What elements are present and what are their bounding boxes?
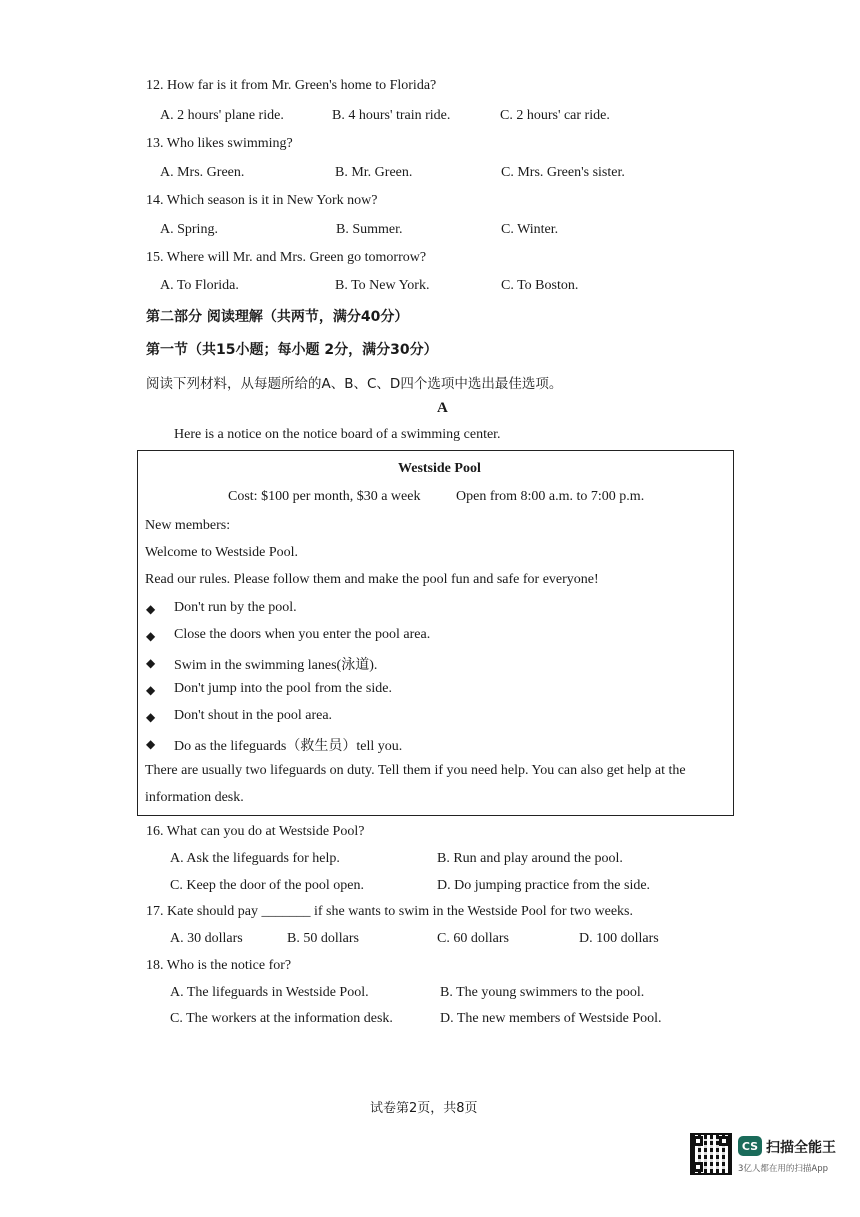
option-18-b: B. The young swimmers to the pool. bbox=[440, 985, 645, 1000]
qr-code-icon bbox=[690, 1133, 732, 1175]
page-number: 试卷第2页，共8页 bbox=[370, 1101, 478, 1116]
bullet-diamond-icon: ◆ bbox=[146, 602, 156, 616]
question-18: 18. Who is the notice for? bbox=[146, 958, 292, 973]
question-13: 13. Who likes swimming? bbox=[146, 136, 293, 151]
option-16-b: B. Run and play around the pool. bbox=[437, 851, 623, 866]
notice-hours: Open from 8:00 a.m. to 7:00 p.m. bbox=[456, 489, 645, 504]
rule-item: Do as the lifeguards（救生员）tell you. bbox=[174, 739, 403, 754]
camscanner-logo-icon: CS bbox=[738, 1136, 762, 1156]
section-subtitle: 第一节（共15小题；每小题 2分，满分30分） bbox=[146, 342, 438, 358]
option-17-a: A. 30 dollars bbox=[170, 931, 243, 946]
option-12-a: A. 2 hours' plane ride. bbox=[160, 108, 284, 123]
option-13-c: C. Mrs. Green's sister. bbox=[501, 165, 625, 180]
rule-item: Swim in the swimming lanes(泳道). bbox=[174, 658, 378, 673]
option-16-c: C. Keep the door of the pool open. bbox=[170, 878, 365, 893]
option-17-b: B. 50 dollars bbox=[287, 931, 359, 946]
section-instruction: 阅读下列材料，从每题所给的A、B、C、D四个选项中选出最佳选项。 bbox=[146, 376, 563, 392]
option-18-a: A. The lifeguards in Westside Pool. bbox=[170, 985, 369, 1000]
option-17-c: C. 60 dollars bbox=[437, 931, 509, 946]
option-17-d: D. 100 dollars bbox=[579, 931, 659, 946]
notice-cost: Cost: $100 per month, $30 a week bbox=[228, 489, 421, 504]
scanner-brand: 扫描全能王 bbox=[766, 1140, 836, 1156]
option-14-c: C. Winter. bbox=[501, 222, 559, 237]
notice-box bbox=[137, 450, 734, 816]
option-12-b: B. 4 hours' train ride. bbox=[332, 108, 451, 123]
question-16: 16. What can you do at Westside Pool? bbox=[146, 824, 365, 839]
option-16-a: A. Ask the lifeguards for help. bbox=[170, 851, 340, 866]
bullet-diamond-icon: ◆ bbox=[146, 710, 156, 724]
bullet-diamond-icon: ◆ bbox=[146, 656, 156, 670]
rule-item: Don't shout in the pool area. bbox=[174, 708, 333, 723]
notice-line-new-members: New members: bbox=[145, 518, 231, 533]
bullet-diamond-icon: ◆ bbox=[146, 629, 156, 643]
notice-closing-2: information desk. bbox=[145, 790, 244, 805]
section-title: 第二部分 阅读理解（共两节，满分40分） bbox=[146, 309, 409, 325]
notice-line-welcome: Welcome to Westside Pool. bbox=[145, 545, 299, 560]
passage-letter: A bbox=[437, 400, 448, 416]
option-16-d: D. Do jumping practice from the side. bbox=[437, 878, 651, 893]
notice-line-rules-intro: Read our rules. Please follow them and make the pool fun and safe for everyone! bbox=[145, 572, 599, 587]
question-12: 12. How far is it from Mr. Green's home to Florida? bbox=[146, 78, 437, 93]
bullet-diamond-icon: ◆ bbox=[146, 737, 156, 751]
question-14: 14. Which season is it in New York now? bbox=[146, 193, 378, 208]
rule-item: Don't run by the pool. bbox=[174, 600, 297, 615]
passage-intro: Here is a notice on the notice board of a swimming center. bbox=[174, 427, 501, 442]
scanner-tagline: 3亿人都在用的扫描App bbox=[738, 1164, 829, 1174]
option-18-c: C. The workers at the information desk. bbox=[170, 1011, 393, 1026]
option-14-a: A. Spring. bbox=[160, 222, 218, 237]
option-15-b: B. To New York. bbox=[335, 278, 430, 293]
option-15-c: C. To Boston. bbox=[501, 278, 579, 293]
option-13-a: A. Mrs. Green. bbox=[160, 165, 245, 180]
rule-item: Close the doors when you enter the pool area. bbox=[174, 627, 431, 642]
option-15-a: A. To Florida. bbox=[160, 278, 239, 293]
option-18-d: D. The new members of Westside Pool. bbox=[440, 1011, 662, 1026]
question-17: 17. Kate should pay _______ if she wants to swim in the Westside Pool for two weeks. bbox=[146, 904, 634, 919]
option-14-b: B. Summer. bbox=[336, 222, 403, 237]
notice-title: Westside Pool bbox=[398, 461, 481, 476]
notice-closing-1: There are usually two lifeguards on duty. Tell them if you need help. You can also get help at the bbox=[145, 763, 686, 778]
question-15: 15. Where will Mr. and Mrs. Green go tomorrow? bbox=[146, 250, 427, 265]
rule-item: Don't jump into the pool from the side. bbox=[174, 681, 392, 696]
option-12-c: C. 2 hours' car ride. bbox=[500, 108, 610, 123]
bullet-diamond-icon: ◆ bbox=[146, 683, 156, 697]
option-13-b: B. Mr. Green. bbox=[335, 165, 413, 180]
